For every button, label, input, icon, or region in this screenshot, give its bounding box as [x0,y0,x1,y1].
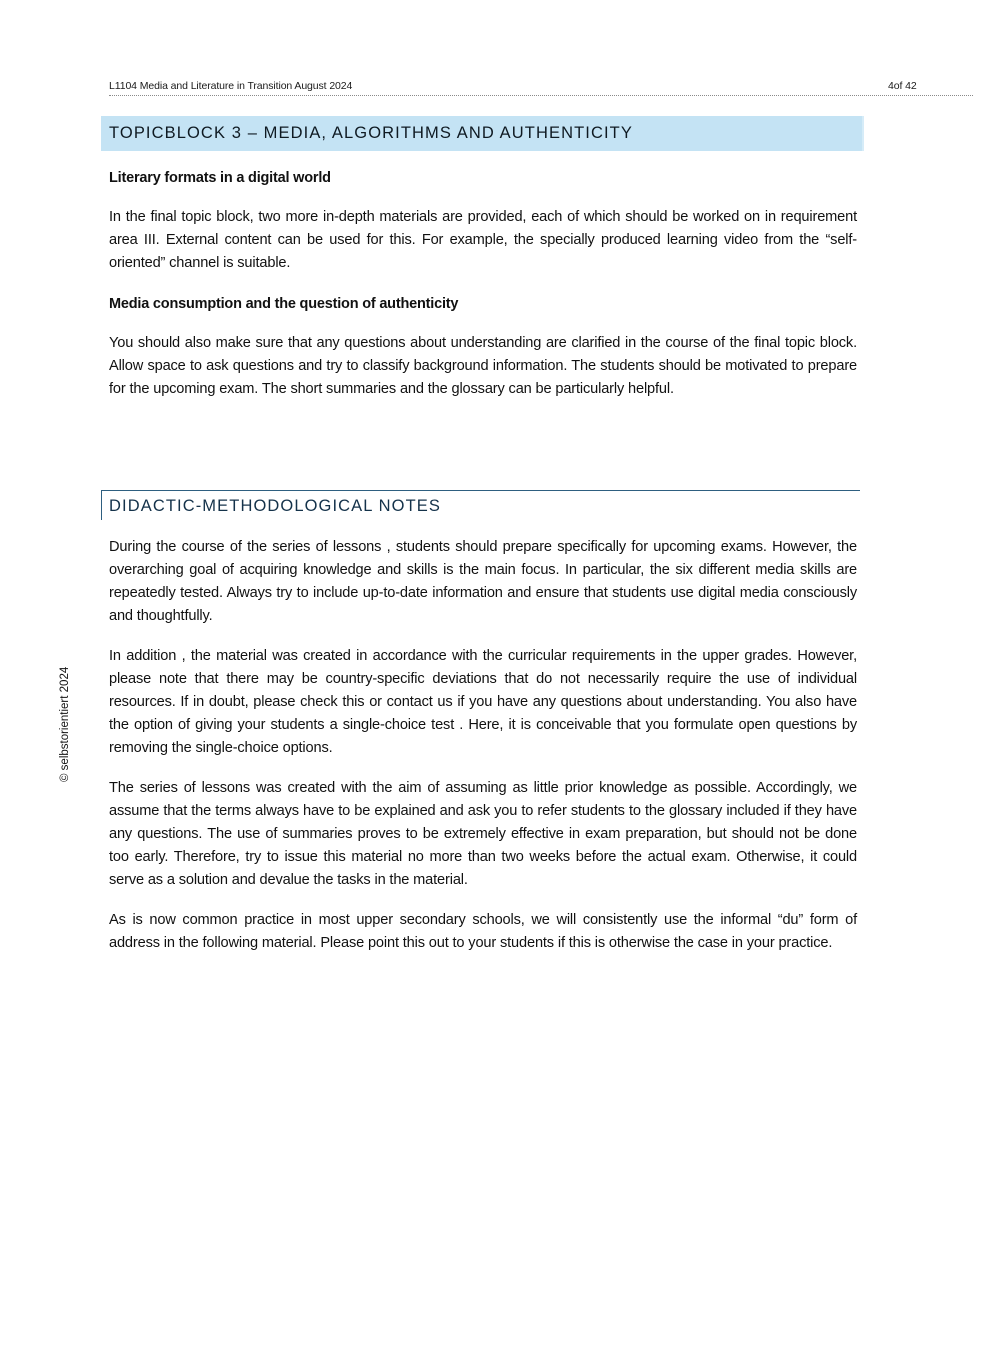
paragraph-media-consumption: You should also make sure that any questions about understanding are clarified in the course of the final topic block. Allow space to ask questions and try to classify background information. The students should be motivated to prepare for the upcoming exam. The short summaries and the glossary can be particularly helpful. [109,335,857,397]
didactic-title: DIDACTIC-METHODOLOGICAL NOTES [109,497,441,515]
didactic-paragraph-2: In addition , the material was created in accordance with the curricular requirements in the upper grades. However, please note that there may be country-specific deviations that do not necessarily require the use of individual resources. If in doubt, please check this or contact us if you have any questions about understanding. You also have the option of giving your students a single-choice test . Here, it is conceivable that you formulate open questions by removing the single-choice options. [109,648,857,756]
subheading-media-consumption: Media consumption and the question of authenticity [109,296,459,312]
paragraph-literary-formats: In the final topic block, two more in-depth materials are provided, each of which should be worked on in requirement area III. External content can be used for this. For example, the specially produced learning video from the “self-oriented” channel is suitable. [109,209,857,271]
topicblock-title: TOPICBLOCK 3 – MEDIA, ALGORITHMS AND AUTHENTICITY [109,124,633,142]
didactic-paragraph-4: As is now common practice in most upper secondary schools, we will consistently use the informal “du” form of address in the following material. Please point this out to your students if this is otherwise the case in your practice. [109,912,857,951]
topicblock-banner [101,116,864,151]
copyright-note: © selbstorientiert 2024 [59,666,71,782]
page-indicator: 4of 42 [888,80,917,92]
didactic-paragraph-1: During the course of the series of lessons , students should prepare specifically for upcoming exams. However, the overarching goal of acquiring knowledge and skills is the main focus. In particular, the six different media skills are repeatedly tested. Always try to include up-to-date information and ensure that students use digital media consciously and thoughtfully. [109,539,857,624]
running-header [109,79,973,96]
didactic-heading-box [101,490,860,520]
didactic-paragraph-3: The series of lessons was created with the aim of assuming as little prior knowledge as possible. Accordingly, we assume that the terms always have to be explained and ask you to refer students to the glossary included if they have any questions. The use of summaries proves to be extremely effective in exam preparation, but should not be done too early. Therefore, try to issue this material no more than two weeks before the actual exam. Otherwise, it could serve as a solution and devalue the tasks in the material. [109,780,857,888]
document-title: L1104 Media and Literature in Transition August 2024 [109,80,353,92]
subheading-literary-formats: Literary formats in a digital world [109,170,331,186]
